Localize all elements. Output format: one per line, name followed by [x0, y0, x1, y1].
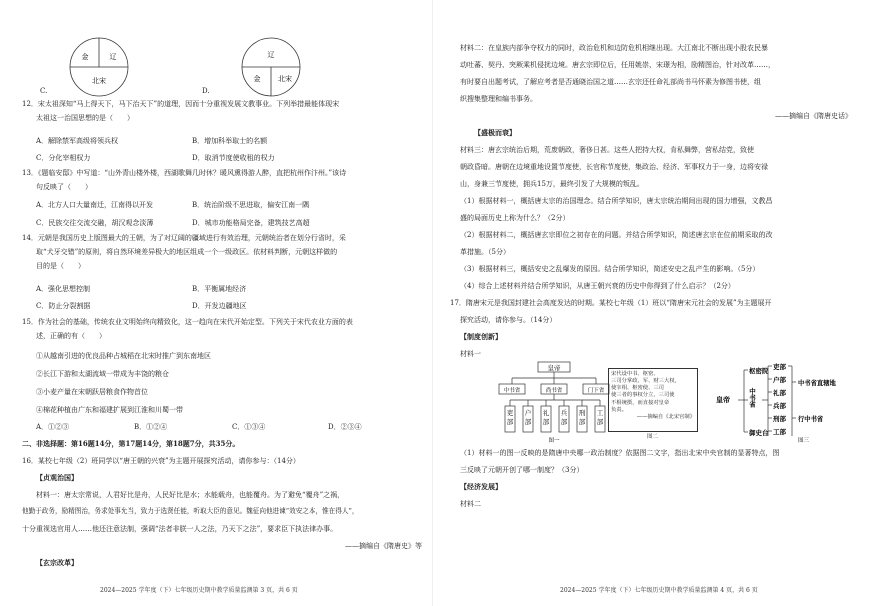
q15-option-a: A．①②③ [36, 423, 70, 431]
q16-sub-1-line-2: 盛的局面历史上称为什么？（2分） [460, 214, 570, 222]
fig3-emperor: 皇帝 [716, 395, 730, 404]
q16-material-1-line-1: 材料一：唐太宗常说，人君好比是舟，人民好比是水；水能载舟，也能覆舟。为了避免“覆舟”之祸， [36, 491, 345, 499]
fig3-ministry-label: 户部 [773, 376, 786, 384]
q14-option-c: C．防止分裂割据 [36, 302, 91, 310]
footer-page-4: 2024—2025 学年度（下）七年级历史期中教学质量监测第 4 页，共 6 页 [560, 587, 758, 594]
q15-stem: 15．作为社会的基础，传统农业文明始终向精致化，这一趋向在宋代开始定型。下列关于宋代农业方面的表 [22, 318, 353, 326]
fig1-emperor: 皇帝 [547, 364, 561, 372]
q12-option-a: A．解除禁军高级将领兵权 [36, 137, 119, 145]
figure-3-yuan-system [712, 360, 852, 444]
q15-option-c: C．①③④ [232, 423, 266, 431]
fig1-state-affairs: 尚书省 [545, 388, 563, 394]
q14-stem-cont: 取“犬牙交错”的原则，将自然环境差异极大的地区组成一个一级政区。依材料判断，元朝这样做的 [36, 248, 338, 257]
fig3-provinces: 行中书省 [798, 416, 824, 423]
fig2-text-line: 三司分掌政、军、财三大权， [611, 378, 680, 385]
fig1-ministry-label: 工 [596, 409, 604, 417]
q16-material-1-line-3: 十分重视选官用人……他还注意法制，强调“法者非朕一人之法，乃天下之法”，要求臣下执法律办事。 [22, 525, 338, 533]
diagram-d-jin: 金 [253, 75, 261, 83]
fig3-ministry-label: 吏部 [773, 363, 786, 371]
q12-option-c: C．分化宰相权力 [36, 154, 91, 162]
q15-item-4: ④棉花种植由广东和福建扩展到江淮和川蜀一带 [36, 406, 183, 414]
q16-sub-2-line-1: （2）根据材料二，概括唐玄宗即位之初存在的问题。并结合所学知识，简述唐玄宗在位前期采取的改 [460, 231, 773, 239]
option-d-label: D. [202, 87, 210, 95]
material-2-source: ——摘编自《隋唐史话》 [775, 112, 852, 120]
q17-sub-1-line-2: 三反映了元朝开创了哪一制度？（3分） [460, 466, 584, 474]
fig1-ministry-label: 部 [596, 418, 604, 426]
fig2-text-line: 负责。 [611, 406, 627, 413]
fig1-chancellery: 门下省 [587, 388, 605, 394]
fig3-ministry-label: 刑部 [773, 415, 786, 423]
q17-sub-1-line-1: （1）材料一的图一反映的是隋唐中央哪一政治制度？依据图二文字，指出北宋中央官制的显著特点，图 [460, 449, 780, 457]
question-17-stem: 17．隋唐宋元是我国封建社会高度发达的时期。某校七年级（1）班以“隋唐宋元社会的发展”为主题展开 [450, 299, 772, 307]
material-2-line-4: 织搜集整理和编书事务。 [460, 95, 537, 103]
q15-option-b: B．①②④ [134, 423, 168, 431]
q16-sub-3: （3）根据材料三，概括安史之乱爆发的原因。结合所学知识，简述安史之乱产生的影响。（5分） [460, 265, 760, 273]
material-2-line-2: 动吐蕃、契丹、突厥乘机侵扰边境。唐玄宗即位后，任用姚崇、宋璟为相，励精图治，针对改革……， [460, 61, 775, 69]
q15-item-1: ①从越南引进的优良品种占城稻在北宋时推广到东南地区 [36, 352, 211, 360]
q16-heading-zhenguan: 【贞观治国】 [36, 473, 78, 482]
fig1-ministry-label: 户 [524, 409, 532, 417]
material-2b-label: 材料二 [460, 500, 481, 508]
q12-stem-cont: 太祖这一治国思想的是（ ） [36, 114, 134, 123]
fig2-text-line: 宋代设中书、枢密、 [611, 371, 659, 377]
fig1-ministry-label: 兵 [560, 409, 568, 417]
question-16-stem: 16．某校七年级（2）班同学以“唐王朝的兴衰”为主题开展探究活动，请你参与：（14分） [22, 457, 300, 465]
fig1-caption: 图一 [548, 438, 560, 444]
fig1-ministry-label: 部 [542, 418, 550, 426]
q16-material-1-source: ——摘编自《隋唐史》等 [345, 542, 422, 550]
material-1-label: 材料一 [460, 350, 481, 358]
option-c-map-diagram [68, 36, 130, 98]
q16-sub-1-line-1: （1）根据材料一，概括唐太宗的治国理念。结合所学知识，唐太宗统治期间出现的国力增强，文教昌 [460, 197, 773, 205]
q16-sub-2-line-2: 革措施。（5分） [460, 248, 510, 256]
question-15 [22, 317, 422, 341]
material-3-line-2: 朝政昏暗。唐朝在边境重地设置节度使，长官称节度使，集政治、经济、军事权力于一身，边将安禄 [460, 163, 768, 171]
section-2-heading: 二、非选择题：第16题14分，第17题14分，第18题7分，共35分。 [22, 439, 240, 448]
heading-economy: 【经济发展】 [460, 482, 502, 491]
question-17-stem-cont: 探究活动，请你参与。（14分） [460, 316, 557, 324]
figure-1-three-departments [498, 360, 610, 444]
q15-item-3: ③小麦产量在宋朝跃居粮食作物首位 [36, 388, 148, 396]
q13-option-a: A．北方人口大量南迁，江南得以开发 [36, 201, 154, 209]
fig3-direct-region: 中书省直辖地 [798, 380, 836, 387]
question-13 [22, 168, 422, 192]
fig1-ministry-label: 礼 [542, 409, 550, 417]
material-2-line-1: 材料二：在皇族内部争夺权力的同时，政治危机和边防危机相继出现。大江南北不断出现小股农民暴 [460, 44, 768, 52]
diagram-c-jin: 金 [81, 53, 89, 61]
q16-heading-xuanzong: 【玄宗改革】 [36, 558, 78, 567]
q13-option-c: C．民族交往交流交融，胡汉观念淡薄 [36, 219, 154, 227]
fig3-center: 中书省 [748, 388, 756, 408]
diagram-d-liao: 辽 [267, 51, 275, 59]
q13-stem-cont: 句反映了（ ） [36, 183, 92, 192]
fig2-text-line: ——摘编自《北宋官制》 [636, 413, 695, 420]
fig1-ministry-label: 部 [578, 418, 586, 426]
q14-option-b: B．平衡属地经济 [192, 285, 247, 293]
q12-stem: 12．宋太祖深知“马上得天下，马下治天下”的道理，因而十分重视发展文教事业。下列举措最能体现宋 [22, 100, 340, 108]
fig2-text-line: 不相统摄，而直接对皇帝 [611, 399, 670, 406]
fig2-text-line: 使三者的事权分立，三司使 [611, 392, 675, 399]
fig1-ministry-label: 部 [524, 418, 532, 426]
fig3-ministry-label: 兵部 [773, 402, 786, 410]
fig3-ministry-label: 礼部 [773, 389, 786, 397]
diagram-c-liao: 辽 [109, 53, 117, 61]
q13-option-b: B．统治阶级不思进取，偏安江南一隅 [192, 201, 310, 209]
fig1-ministry-label: 部 [560, 418, 568, 426]
q15-stem-cont: 述，正确的有（ ） [36, 332, 106, 341]
option-d-map-diagram [240, 36, 302, 98]
material-3-line-3: 山，身兼三节度使，拥兵15万，最终引发了大规模的叛乱。 [460, 180, 644, 188]
q12-option-d: D．取消节度使收租的权力 [192, 154, 275, 162]
page-divider [432, 0, 433, 606]
fig1-ministry-label: 刑 [578, 409, 586, 417]
heading-system-innovation: 【制度创新】 [460, 332, 502, 341]
q13-option-d: D．城市功能格局完备，建筑技艺高超 [192, 219, 310, 227]
question-12 [22, 99, 422, 123]
q13-stem: 13．《题临安邸》中写道：“山外青山楼外楼，西湖歌舞几时休？暖风熏得游人醉，直把杭州作汴州。”该诗 [22, 169, 347, 177]
q14-stem-end: 目的是（ ） [36, 262, 85, 271]
fig3-censorate: 御史台 [749, 429, 769, 437]
figure-2-song-officials-box [608, 368, 698, 432]
q14-option-d: D．开发边疆地区 [192, 302, 247, 310]
q15-option-d: D．②③④ [328, 423, 362, 431]
q12-option-b: B．增加科举取士的名额 [192, 137, 268, 145]
q16-material-1-line-2: 他勤于政务，励精图治，务求处事允当，致力于选贤任能，听取大臣的意见。魏征向他进谏“效安之本，惟在得人”， [22, 507, 359, 515]
question-14 [22, 233, 422, 271]
q14-option-a: A．强化思想控制 [36, 285, 91, 293]
fig2-text-line: 使宰相、枢密使、三司 [611, 385, 664, 392]
fig1-ministry-label: 部 [506, 418, 514, 426]
material-3-line-1: 材料三：唐玄宗统治后期，荒废朝政，奢侈日甚。这些人把持大权，肯私舞弊，营私结党，致使 [460, 146, 754, 154]
heading-decline: 【盛极而衰】 [474, 128, 516, 137]
fig1-ministry-label: 吏 [506, 409, 514, 417]
diagram-d-north-song: 北宋 [278, 75, 292, 83]
fig3-caption: 图三 [798, 438, 810, 444]
q16-sub-4: （4）综合上述材料并结合所学知识，从唐王朝兴衰的历史中你得到了什么启示？（2分） [460, 282, 735, 290]
fig3-ministry-label: 工部 [773, 428, 786, 436]
fig2-caption: 图二 [647, 434, 659, 440]
footer-page-3: 2024—2025 学年度（下）七年级历史期中教学质量监测第 3 页，共 6 页 [100, 587, 298, 594]
q14-stem: 14．元朝是我国历史上版图最大的王朝，为了对辽阔的疆域进行有效治理，元朝统治者在划分行省时，采 [22, 234, 346, 242]
option-c-label: C. [40, 87, 48, 95]
q15-item-2: ②长江下游和太湖流域一带成为丰饶的粮仓 [36, 370, 169, 378]
material-2-line-3: 有时要自出题考试，了解应考者是否通晓治国之道……玄宗还任命礼部尚书马怀素为修图书使，组 [460, 78, 761, 86]
fig1-secretariat: 中书省 [503, 388, 521, 394]
diagram-c-north-song: 北宋 [92, 77, 106, 85]
fig3-privy-council: 枢密院 [749, 367, 769, 375]
